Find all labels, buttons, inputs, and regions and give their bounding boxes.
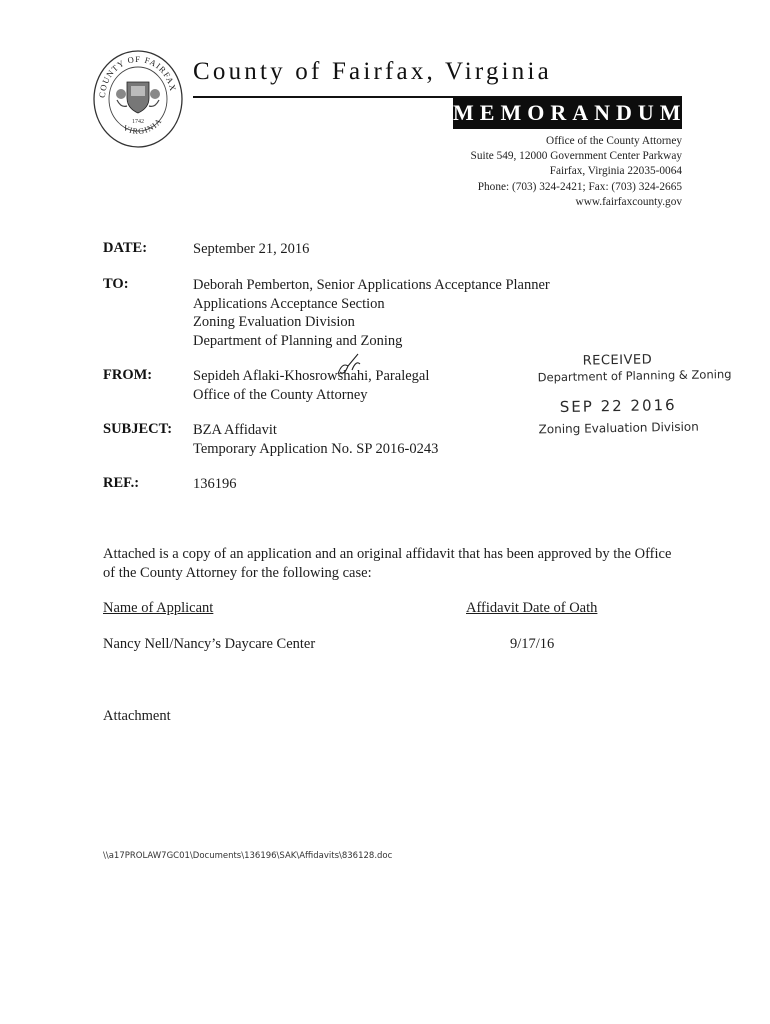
office-city: Fairfax, Virginia 22035-0064 (549, 165, 682, 178)
attachment-note: Attachment (103, 708, 171, 724)
stamp-division: Zoning Evaluation Division (538, 419, 699, 437)
oath-date-column-header: Affidavit Date of Oath (466, 600, 598, 616)
received-stamp (537, 352, 732, 437)
seal-year: 1742 (132, 119, 144, 125)
to-block (193, 276, 550, 350)
date-label: DATE: (103, 240, 148, 256)
from-label: FROM: (103, 367, 153, 383)
to-line: Deborah Pemberton, Senior Applications Acceptance Planner (193, 277, 550, 293)
date-value: September 21, 2016 (193, 241, 310, 257)
subject-label: SUBJECT: (103, 421, 173, 437)
stamp-received: RECEIVED (582, 352, 653, 369)
from-line: Office of the County Attorney (193, 386, 368, 403)
county-seal (91, 48, 185, 150)
office-phone-fax: Phone: (703) 324-2421; Fax: (703) 324-2665 (477, 180, 682, 193)
memorandum-banner: MEMORANDUM (453, 97, 682, 129)
ref-label: REF.: (103, 475, 140, 491)
stamp-department: Department of Planning & Zoning (537, 367, 732, 385)
ref-value: 136196 (193, 476, 237, 492)
seal-top-text: COUNTY OF FAIRFAX (96, 53, 179, 99)
oath-date: 9/17/16 (510, 636, 555, 652)
subject-line: Temporary Application No. SP 2016-0243 (193, 440, 439, 457)
body-paragraph: Attached is a copy of an application and an original affidavit that has been approved by the Office of the County Attorney for the following case: (103, 546, 672, 581)
file-path-footer: \\a17PROLAW7GC01\Documents\136196\SAK\Affidavits\836128.doc (103, 851, 393, 861)
to-line: Applications Acceptance Section (193, 295, 385, 312)
from-block (193, 367, 429, 404)
office-address-block (471, 134, 682, 210)
county-title: County of Fairfax, Virginia (193, 58, 552, 85)
from-line: Sepideh Aflaki-Khosrowshahi, Paralegal (193, 368, 430, 384)
subject-block (193, 421, 438, 458)
to-line: Zoning Evaluation Division (193, 314, 355, 330)
to-line: Department of Planning and Zoning (193, 332, 403, 349)
to-label: TO: (103, 276, 129, 292)
stamp-date: SEP 22 2016 (559, 395, 677, 417)
office-name: Office of the County Attorney (546, 135, 682, 147)
office-street: Suite 549, 12000 Government Center Parkway (470, 150, 682, 163)
applicant-name: Nancy Nell/Nancy’s Daycare Center (103, 636, 316, 652)
seal-bottom-text: VIRGINIA (121, 116, 164, 136)
applicant-column-header: Name of Applicant (103, 600, 214, 616)
subject-line: BZA Affidavit (193, 422, 277, 438)
office-website[interactable]: www.fairfaxcounty.gov (575, 195, 682, 208)
